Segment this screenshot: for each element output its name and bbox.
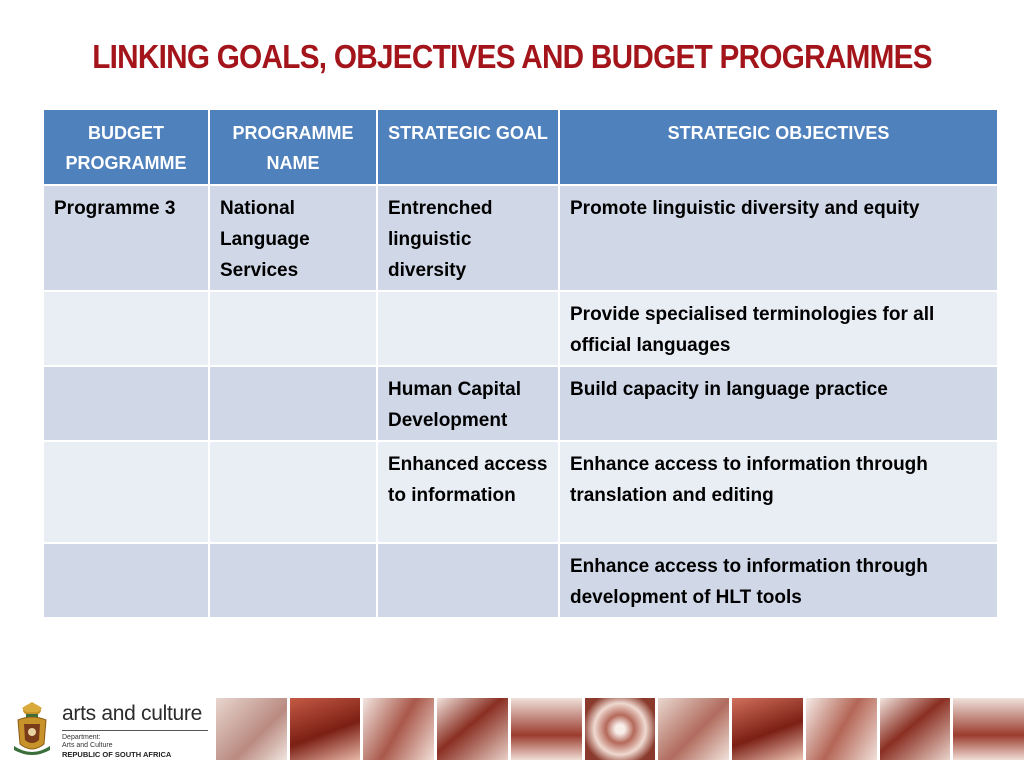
cell-strategic-goal: Human Capital Development bbox=[377, 366, 559, 441]
header-programme-name: PROGRAMME NAME bbox=[209, 109, 377, 185]
table-row bbox=[43, 291, 998, 366]
people-circle-image-2 bbox=[953, 698, 1024, 760]
cell-programme-name: National Language Services bbox=[209, 185, 377, 291]
beadwork-pattern-image bbox=[585, 698, 656, 760]
cell-programme-name bbox=[209, 291, 377, 366]
footer-banner bbox=[0, 688, 1024, 768]
dancer-image-2 bbox=[806, 698, 877, 760]
film-reel-image bbox=[290, 698, 361, 760]
cell-strategic-objective: Enhance access to information through development of HLT tools bbox=[559, 543, 998, 618]
table-row bbox=[43, 366, 998, 441]
header-strategic-objectives: STRATEGIC OBJECTIVES bbox=[559, 109, 998, 185]
cell-programme-name bbox=[209, 441, 377, 543]
cell-strategic-goal: Enhanced access to information bbox=[377, 441, 559, 543]
cell-budget-programme bbox=[43, 366, 209, 441]
cell-budget-programme: Programme 3 bbox=[43, 185, 209, 291]
cell-programme-name bbox=[209, 366, 377, 441]
coat-of-arms-icon bbox=[10, 700, 54, 758]
cell-strategic-goal: Entrenched linguistic diversity bbox=[377, 185, 559, 291]
header-strategic-goal: STRATEGIC GOAL bbox=[377, 109, 559, 185]
logo-department-line1: Department: bbox=[62, 734, 101, 741]
sculpture-image bbox=[658, 698, 729, 760]
cell-strategic-goal bbox=[377, 291, 559, 366]
logo-department bbox=[62, 734, 113, 750]
logo-department-line2: Arts and Culture bbox=[62, 742, 113, 749]
saxophone-image-2 bbox=[880, 698, 951, 760]
cell-strategic-objective: Enhance access to information through translation and editing bbox=[559, 441, 998, 543]
saxophone-image bbox=[437, 698, 508, 760]
page-title: LINKING GOALS, OBJECTIVES AND BUDGET PROGRAMMES bbox=[92, 38, 932, 75]
people-circle-image bbox=[511, 698, 582, 760]
logo-country: REPUBLIC OF SOUTH AFRICA bbox=[62, 750, 172, 759]
culture-image-strip bbox=[216, 698, 1024, 760]
dancer-image bbox=[363, 698, 434, 760]
film-reel-image-2 bbox=[732, 698, 803, 760]
objectives-table bbox=[42, 108, 999, 619]
department-logo bbox=[10, 696, 210, 760]
cell-strategic-objective: Promote linguistic diversity and equity bbox=[559, 185, 998, 291]
logo-name: arts and culture bbox=[62, 702, 202, 725]
cell-strategic-objective: Provide specialised terminologies for all official languages bbox=[559, 291, 998, 366]
header-budget-programme: BUDGET PROGRAMME bbox=[43, 109, 209, 185]
table-row bbox=[43, 543, 998, 618]
cell-budget-programme bbox=[43, 543, 209, 618]
cell-strategic-objective: Build capacity in language practice bbox=[559, 366, 998, 441]
cell-strategic-goal bbox=[377, 543, 559, 618]
table-row bbox=[43, 185, 998, 291]
cell-programme-name bbox=[209, 543, 377, 618]
faces-image bbox=[216, 698, 287, 760]
logo-divider bbox=[62, 730, 208, 731]
table-header-row bbox=[43, 109, 998, 185]
cell-budget-programme bbox=[43, 441, 209, 543]
table-row bbox=[43, 441, 998, 543]
cell-budget-programme bbox=[43, 291, 209, 366]
